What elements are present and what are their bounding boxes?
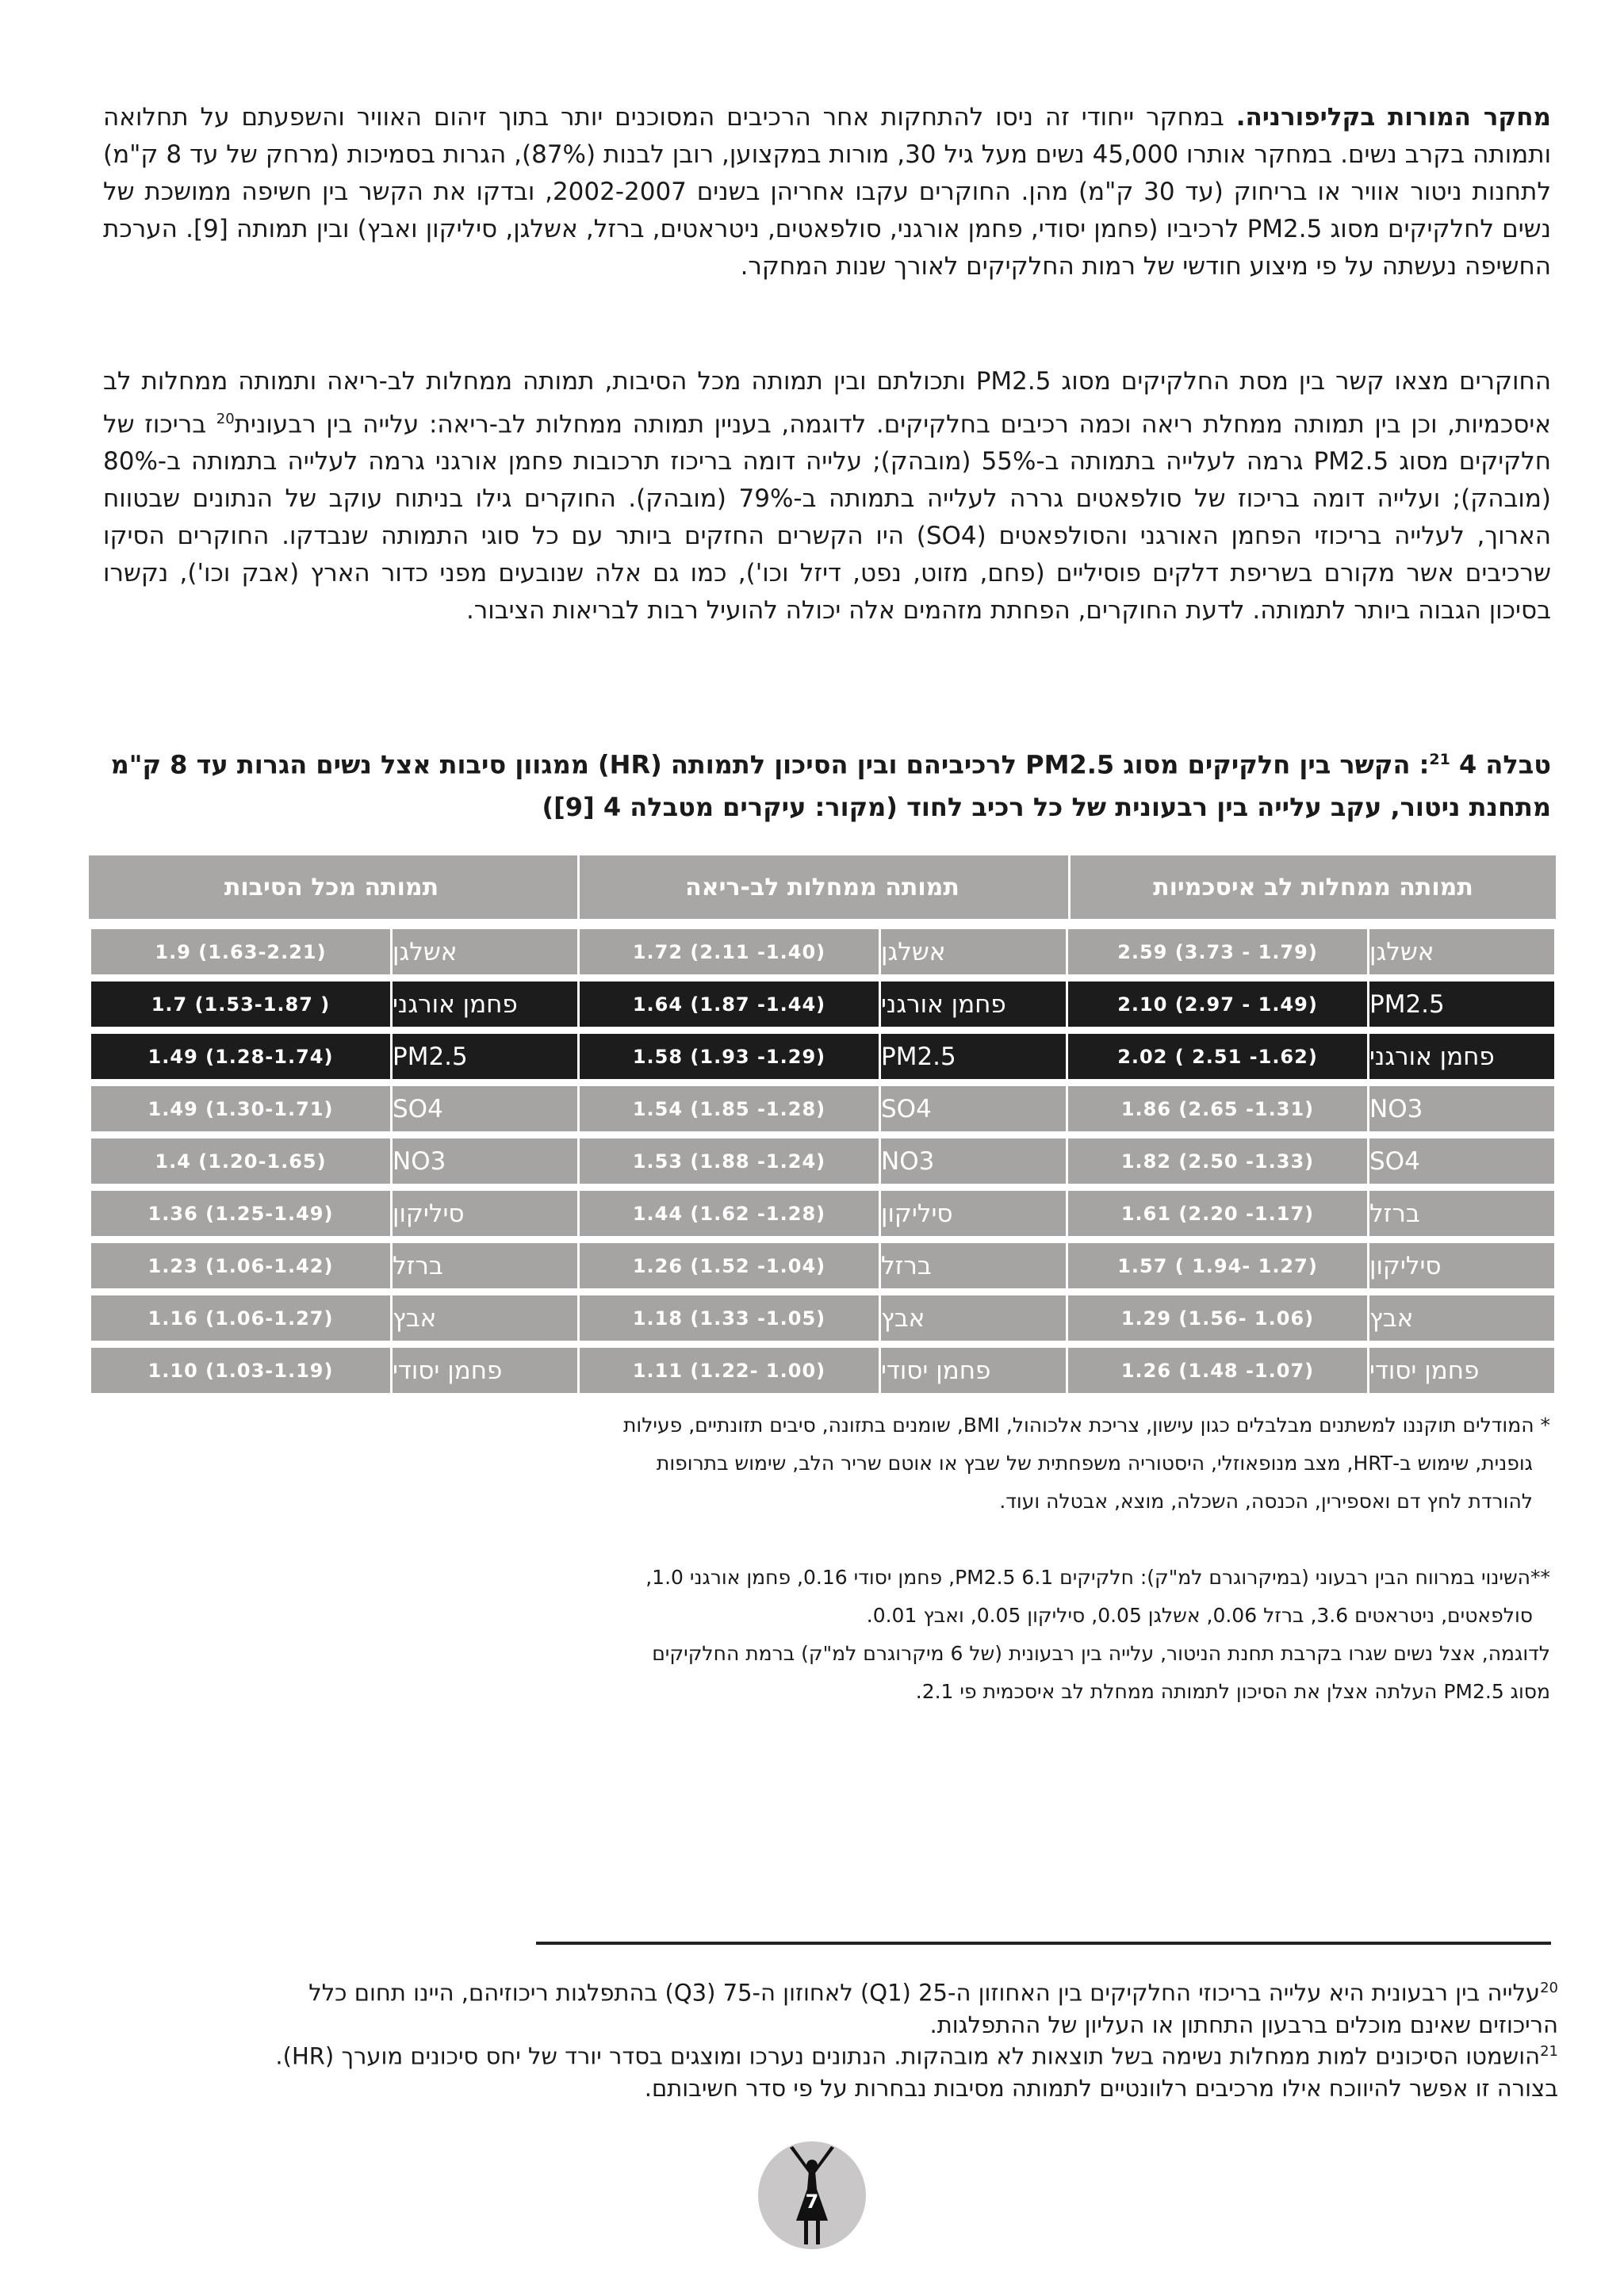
cell-ischemic-hr: 1.82 (2.50 -1.33) [1066,1138,1367,1184]
cell-cardiopulmonary-component: פחמן אורגני [879,982,1066,1027]
footnote-text: עלייה בין רבעונית היא עלייה בריכוזי החלקיקים בין האחוזון ה-25 (Q1) לאחוזון ה-75 (Q3) בהתפלגות ריכוזיהם, היינו תחום כלל הריכוזים שאינם מוכלים ברבעון התחתון או העליון של ההתפלגות. [308,1979,1558,2038]
footnote-number: 21 [1540,2043,1558,2060]
cell-ischemic-component: SO4 [1367,1138,1554,1184]
footnote-text: הושמטו הסיכונים למות ממחלות נשימה בשל תוצאות לא מובהקות. הנתונים נערכו ומוצגים בסדר יורד של יחס סיכונים מוערך (HR). בצורה זו אפשר להיווכח אילו מרכיבים רלוונטיים לתמותה מסיבות נבחרות על פי סדר חשיבותם. [275,2042,1558,2102]
cell-cardiopulmonary-component: NO3 [879,1138,1066,1184]
cell-all-causes-hr: 1.9 (1.63-2.21) [89,929,390,974]
cell-cardiopulmonary-hr: 1.54 (1.85 -1.28) [577,1086,879,1131]
note-line: * המודלים תוקננו למשתנים מבלבלים כגון עישון, צריכת אלכוהול, BMI, שומנים בתזונה, סיבים תזונתיים, פעילות [622,1414,1550,1437]
cell-ischemic-component: PM2.5 [1367,982,1554,1027]
cell-ischemic-component: סיליקון [1367,1243,1554,1288]
table-row [89,1243,1556,1288]
page-number-badge [758,2141,866,2249]
table-row [89,1191,1556,1236]
cell-all-causes-hr: 1.49 (1.30-1.71) [89,1086,390,1131]
cell-cardiopulmonary-hr: 1.53 (1.88 -1.24) [577,1138,879,1184]
paragraph-text-a: החוקרים מצאו קשר בין מסת החלקיקים מסוג PM2.5 ותכולתם ובין תמותה מכל הסיבות, תמותה ממחלות לב-ריאה ותמותה ממחלות לב איסכמיות, וכן בין תמותה ממחלת ריאה וכמה רכיבים בחלקיקים. לדוגמה, בעניין תמותה ממחלות לב-ריאה: עלייה בין רבעונית [103,367,1551,439]
cell-cardiopulmonary-hr: 1.58 (1.93 -1.29) [577,1034,879,1079]
cell-all-causes-component: SO4 [390,1086,577,1131]
cell-all-causes-hr: 1.49 (1.28-1.74) [89,1034,390,1079]
cell-all-causes-component: ברזל [390,1243,577,1288]
cell-cardiopulmonary-hr: 1.44 (1.62 -1.28) [577,1191,879,1236]
cell-ischemic-component: אשלגן [1367,929,1554,974]
table-body [89,929,1556,1393]
cell-all-causes-component: פחמן אורגני [390,982,577,1027]
note-line: **השינוי במרווח הבין רבעוני (במיקרוגרם למ"ק): חלקיקים PM2.5 6.1, פחמן יסודי 0.16, פחמן אורגני 1.0, [645,1566,1550,1589]
header-ischemic-heart: תמותה ממחלות לב איסכמיות [1068,855,1556,919]
cell-ischemic-hr: 1.26 (1.48 -1.07) [1066,1348,1367,1393]
paragraph-california-teachers-study [103,99,1551,285]
cell-ischemic-component: פחמן אורגני [1367,1034,1554,1079]
table-row [89,1138,1556,1184]
page-number: 7 [805,2191,819,2213]
table-row [89,982,1556,1027]
cell-cardiopulmonary-component: ברזל [879,1243,1066,1288]
cell-cardiopulmonary-component: אשלגן [879,929,1066,974]
cell-cardiopulmonary-hr: 1.26 (1.52 -1.04) [577,1243,879,1288]
cell-ischemic-component: NO3 [1367,1086,1554,1131]
table-row [89,1086,1556,1131]
note-line: להורדת לחץ דם ואספירין, הכנסה, השכלה, מוצא, אבטלה ועוד. [999,1490,1533,1513]
cell-cardiopulmonary-hr: 1.72 (2.11 -1.40) [577,929,879,974]
paragraph-findings [103,363,1551,629]
caption-prefix: טבלה 4 [1459,749,1551,780]
cell-cardiopulmonary-component: אבץ [879,1295,1066,1341]
note-line: מסוג PM2.5 העלתה אצלן את הסיכון לתמותה ממחלת לב איסכמית פי 2.1. [915,1680,1550,1703]
note-line: סולפאטים, ניטראטים 3.6, ברזל 0.06, אשלגן 0.05, סיליקון 0.05, ואבץ 0.01. [866,1604,1533,1627]
cell-cardiopulmonary-component: PM2.5 [879,1034,1066,1079]
footnote-ref-20[interactable]: 20 [216,411,235,427]
note-line: לדוגמה, אצל נשים שגרו בקרבת תחנת הניטור, עלייה בין רבעונית (של 6 מיקרוגרם למ"ק) ברמת החלקיקים [652,1642,1550,1665]
cell-ischemic-hr: 1.29 (1.56- 1.06) [1066,1295,1367,1341]
cell-all-causes-hr: 1.4 (1.20-1.65) [89,1138,390,1184]
cell-cardiopulmonary-hr: 1.18 (1.33 -1.05) [577,1295,879,1341]
note-line: גופנית, שימוש ב-HRT, מצב מנופאוזלי, היסטוריה משפחתית של שבץ או אוטם שריר הלב, שימוש בתרופות [656,1452,1533,1475]
header-all-causes: תמותה מכל הסיבות [89,855,574,919]
cell-ischemic-hr: 2.02 ( 2.51 -1.62) [1066,1034,1367,1079]
table-row [89,929,1556,974]
cell-ischemic-component: ברזל [1367,1191,1554,1236]
table-notes-iqr [159,1559,1550,1711]
paragraph-text-b: בריכוז של חלקיקים מסוג PM2.5 גרמה לעלייה בתמותה ב-55% (מובהק); עלייה דומה בריכוז תרכובות פחמן אורגני גרמה לעלייה בתמותה ב-80% (מובהק); ועלייה דומה בריכוז של סולפאטים גררה לעלייה בתמותה ב-79% (מובהק). החוקרים גילו בניתוח עוקב של הנתונים שבטווח הארוך, לעלייה בריכוזי הפחמן האורגני והסולפאטים (SO4) היו הקשרים החזקים ביותר עם כל סוגי התמותה שנבדקו. החוקרים הסיקו שרכיבים אשר מקורם בשריפת דלקים פוסיליים (פחם, מזוט, נפט, דיזל וכו'), כמו גם אלה שנובעים מפני כדור הארץ (אבק וכו'), נקשרו בסיכון הגבוה ביותר לתמותה. לדעת החוקרים, הפחתת מזהמים אלה יכולה להועיל רבות לבריאות הציבור. [103,410,1551,626]
table-header-row [89,855,1556,919]
cell-all-causes-hr: 1.23 (1.06-1.42) [89,1243,390,1288]
cell-cardiopulmonary-component: סיליקון [879,1191,1066,1236]
cell-cardiopulmonary-component: SO4 [879,1086,1066,1131]
cell-cardiopulmonary-hr: 1.11 (1.22- 1.00) [577,1348,879,1393]
cell-all-causes-hr: 1.10 (1.03-1.19) [89,1348,390,1393]
cell-all-causes-component: NO3 [390,1138,577,1184]
cell-all-causes-hr: 1.7 (1.53-1.87 ) [89,982,390,1027]
footnote-20 [230,1973,1558,2041]
table-row [89,1295,1556,1341]
cell-all-causes-component: פחמן יסודי [390,1348,577,1393]
cell-ischemic-component: אבץ [1367,1295,1554,1341]
cell-all-causes-hr: 1.36 (1.25-1.49) [89,1191,390,1236]
footnote-number: 20 [1540,1980,1558,1996]
cell-all-causes-hr: 1.16 (1.06-1.27) [89,1295,390,1341]
footnote-ref-21[interactable]: 21 [1429,751,1450,768]
footnote-21 [230,2036,1558,2104]
cell-ischemic-hr: 2.10 (2.97 - 1.49) [1066,982,1367,1027]
cell-all-causes-component: סיליקון [390,1191,577,1236]
table-caption [103,739,1551,828]
paragraph-body: במחקר ייחודי זה ניסו להתחקות אחר הרכיבים המסוכנים יותר בתוך זיהום האוויר והשפעתם על תחלואה ותמותה בקרב נשים. במחקר אותרו 45,000 נשים מעל גיל 30, מורות במקצוען, רובן לבנות (87%), הגרות בסמיכות (מרחק של עד 8 ק"מ) לתחנות ניטור אוויר או בריחוק (עד 30 ק"מ) מהן. החוקרים עקבו אחריהן בשנים 2002-2007, ובדקו את הקשר בין חשיפה ממושכת של נשים לחלקיקים מסוג PM2.5 לרכיביו (פחמן יסודי, פחמן אורגני, סולפאטים, ניטראטים, ברזל, אשלגן, סיליקון ואבץ) ובין תמותה [9]. הערכת החשיפה נעשתה על פי מיצוע חודשי של רמות החלקיקים לאורך שנות המחקר. [103,103,1552,281]
cell-all-causes-component: PM2.5 [390,1034,577,1079]
cell-ischemic-hr: 2.59 (3.73 - 1.79) [1066,929,1367,974]
cell-ischemic-component: פחמן יסודי [1367,1348,1554,1393]
cell-cardiopulmonary-hr: 1.64 (1.87 -1.44) [577,982,879,1027]
footnote-divider [536,1942,1551,1945]
cell-ischemic-hr: 1.61 (2.20 -1.17) [1066,1191,1367,1236]
cell-ischemic-hr: 1.86 (2.65 -1.31) [1066,1086,1367,1131]
caption-text: : הקשר בין חלקיקים מסוג PM2.5 לרכיביהם ובין הסיכון לתמותה (HR) ממגוון סיבות אצל נשים הגרות עד 8 ק"מ מתחנת ניטור, עקב עלייה בין רבעונית של כל רכיב לחוד (מקור: עיקרים מטבלה 4 [9]) [110,749,1551,822]
mortality-risk-table [89,855,1556,1393]
paragraph-heading: מחקר המורות בקליפורניה. [1235,103,1551,132]
cell-cardiopulmonary-component: פחמן יסודי [879,1348,1066,1393]
cell-all-causes-component: אבץ [390,1295,577,1341]
table-row [89,1034,1556,1079]
cell-all-causes-component: אשלגן [390,929,577,974]
table-row [89,1348,1556,1393]
table-notes-confounders [159,1406,1550,1521]
header-cardiopulmonary: תמותה ממחלות לב-ריאה [577,855,1065,919]
cell-ischemic-hr: 1.57 ( 1.94- 1.27) [1066,1243,1367,1288]
